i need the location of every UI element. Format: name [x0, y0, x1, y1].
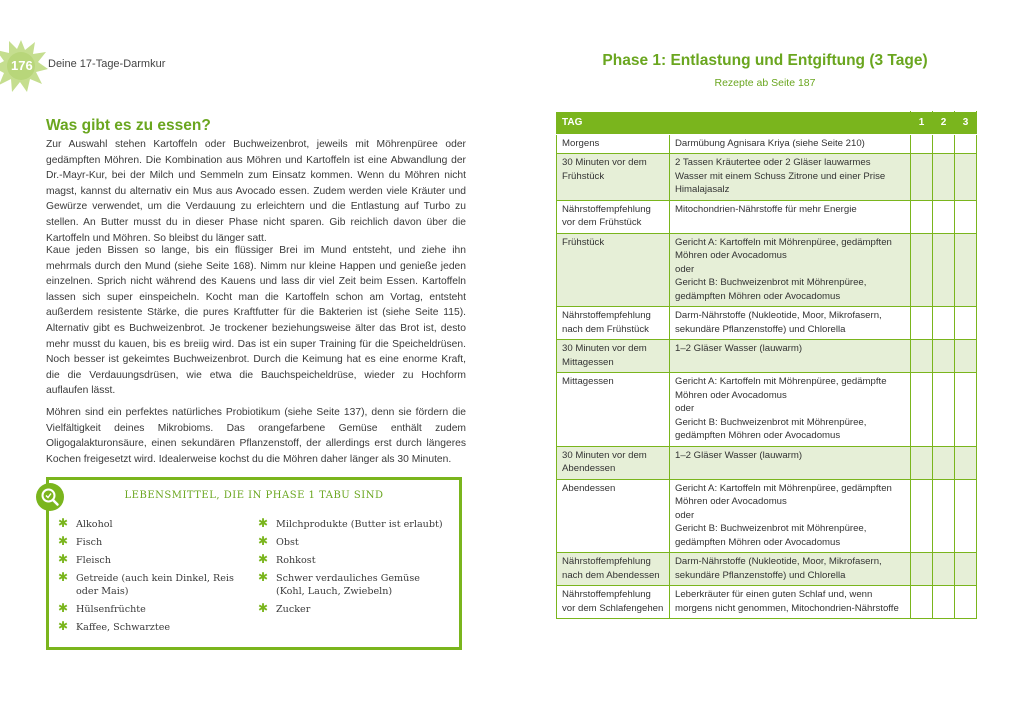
- day-1-check-cell[interactable]: [911, 340, 933, 373]
- table-row: [557, 200, 977, 233]
- day-1-check-cell[interactable]: [911, 154, 933, 201]
- table-body: [557, 134, 977, 619]
- time-cell: Mittagessen: [557, 373, 670, 447]
- activity-cell: 1–2 Gläser Wasser (lauwarm): [670, 340, 911, 373]
- time-cell: Nährstoffempfehlung vor dem Schlafengehen: [557, 586, 670, 619]
- day-1-check-cell[interactable]: [911, 373, 933, 447]
- table-row: [557, 233, 977, 307]
- day-3-check-cell[interactable]: [955, 553, 977, 586]
- day-3-check-cell[interactable]: [955, 233, 977, 307]
- time-cell: Nährstoffempfehlung nach dem Frühstück: [557, 307, 670, 340]
- day-2-check-cell[interactable]: [933, 373, 955, 447]
- tabu-item: ✱ Getreide (auch kein Dinkel, Reis oder Mais): [58, 570, 234, 597]
- activity-cell: Gericht A: Kartoffeln mit Möhrenpüree, gedämpften Möhren oder Avocadomus oder Gericht B: Buchweizenbrot mit Möhrenpüree, gedämpften Möhren oder Avocadomus: [670, 479, 911, 553]
- table-row: [557, 307, 977, 340]
- day-2-check-cell[interactable]: [933, 479, 955, 553]
- tabu-title: LEBENSMITTEL, DIE IN PHASE 1 TABU SIND: [124, 490, 384, 501]
- tabu-item: ✱ Hülsenfrüchte: [58, 601, 146, 615]
- body-paragraph: Möhren sind ein perfektes natürliches Probiotikum (siehe Seite 137), denn sie fördern die Vielfältigkeit deines Mikrobioms. Das orangefarbene Gemüse enthält zudem Oligogalakturonsäure, einen sekundären Pflanzenstoff, der allerdings erst durch längeres Kochen freigesetzt wird. Idealerweise kochst du die Möhren daher länger als 30 Minuten.: [46, 407, 466, 465]
- day-1-check-cell[interactable]: [911, 200, 933, 233]
- table-row: [557, 446, 977, 479]
- bullet-icon: ✱: [258, 552, 269, 566]
- day-2-check-cell[interactable]: [933, 340, 955, 373]
- bullet-icon: ✱: [58, 516, 69, 530]
- day-3-check-cell[interactable]: [955, 586, 977, 619]
- time-cell: 30 Minuten vor dem Abendessen: [557, 446, 670, 479]
- day-3-check-cell[interactable]: [955, 307, 977, 340]
- tabu-list-left: [58, 518, 238, 639]
- tabu-item: ✱ Milchprodukte (Butter ist erlaubt): [258, 516, 443, 530]
- day-3-check-cell[interactable]: [955, 373, 977, 447]
- day-3-check-cell[interactable]: [955, 154, 977, 201]
- table-header-row: [557, 112, 977, 135]
- activity-cell: Gericht A: Kartoffeln mit Möhrenpüree, gedämpfte Möhren oder Avocadomus oder Gericht B: Buchweizenbrot mit Möhrenpüree, gedämpften Möhren oder Avocadomus: [670, 373, 911, 447]
- header-day-1: 1: [911, 112, 933, 135]
- day-1-check-cell[interactable]: [911, 233, 933, 307]
- section-title: Was gibt es zu essen?: [46, 117, 211, 134]
- bullet-icon: ✱: [58, 552, 69, 566]
- day-1-check-cell[interactable]: [911, 553, 933, 586]
- activity-cell: Gericht A: Kartoffeln mit Möhrenpüree, gedämpften Möhren oder Avocadomus oder Gericht B: Buchweizenbrot mit Möhrenpüree, gedämpften Möhren oder Avocadomus: [670, 233, 911, 307]
- tabu-list-right: [258, 518, 448, 621]
- activity-cell: Leberkräuter für einen guten Schlaf und, wenn morgens nicht genommen, Mitochondrien-Nährstoffe: [670, 586, 911, 619]
- bullet-icon: ✱: [58, 570, 69, 584]
- phase-subtitle: Rezepte ab Seite 187: [714, 77, 816, 89]
- table-row: [557, 373, 977, 447]
- tabu-item: ✱ Fisch: [58, 534, 103, 548]
- header-day-2: 2: [933, 112, 955, 135]
- bullet-icon: ✱: [58, 534, 69, 548]
- day-3-check-cell[interactable]: [955, 479, 977, 553]
- bullet-icon: ✱: [258, 534, 269, 548]
- tabu-item: ✱ Zucker: [258, 601, 311, 615]
- running-head: Deine 17-Tage-Darmkur: [48, 58, 166, 70]
- tabu-item: ✱ Kaffee, Schwarztee: [58, 619, 171, 633]
- day-3-check-cell[interactable]: [955, 134, 977, 154]
- time-cell: Nährstoffempfehlung nach dem Abendessen: [557, 553, 670, 586]
- daily-plan-table: [556, 111, 977, 619]
- activity-cell: 1–2 Gläser Wasser (lauwarm): [670, 446, 911, 479]
- activity-cell: Darm-Nährstoffe (Nukleotide, Moor, Mikrofasern, sekundäre Pflanzenstoffe) und Chlorella: [670, 553, 911, 586]
- time-cell: 30 Minuten vor dem Mittagessen: [557, 340, 670, 373]
- table-row: [557, 340, 977, 373]
- tabu-item: ✱ Obst: [258, 534, 299, 548]
- table-row: [557, 586, 977, 619]
- bullet-icon: ✱: [258, 570, 269, 584]
- day-2-check-cell[interactable]: [933, 307, 955, 340]
- time-cell: Morgens: [557, 134, 670, 154]
- day-1-check-cell[interactable]: [911, 446, 933, 479]
- bullet-icon: ✱: [58, 619, 69, 633]
- day-2-check-cell[interactable]: [933, 134, 955, 154]
- activity-cell: 2 Tassen Kräutertee oder 2 Gläser lauwarmes Wasser mit einem Schuss Zitrone und einer Prise Himalajasalz: [670, 154, 911, 201]
- header-tag: TAG: [557, 112, 911, 135]
- day-3-check-cell[interactable]: [955, 340, 977, 373]
- page-number: 176: [11, 58, 33, 73]
- day-1-check-cell[interactable]: [911, 134, 933, 154]
- activity-cell: Darmübung Agnisara Kriya (siehe Seite 210): [670, 134, 911, 154]
- day-2-check-cell[interactable]: [933, 154, 955, 201]
- table-row: [557, 553, 977, 586]
- day-1-check-cell[interactable]: [911, 307, 933, 340]
- day-2-check-cell[interactable]: [933, 553, 955, 586]
- day-3-check-cell[interactable]: [955, 200, 977, 233]
- time-cell: Nährstoffempfehlung vor dem Frühstück: [557, 200, 670, 233]
- tabu-item: ✱ Schwer verdauliches Gemüse (Kohl, Lauch, Zwiebeln): [258, 570, 420, 597]
- day-1-check-cell[interactable]: [911, 586, 933, 619]
- tabu-item: ✱ Fleisch: [58, 552, 111, 566]
- table-row: [557, 134, 977, 154]
- bullet-icon: ✱: [258, 601, 269, 615]
- day-1-check-cell[interactable]: [911, 479, 933, 553]
- tabu-item: ✱ Alkohol: [58, 516, 113, 530]
- time-cell: 30 Minuten vor dem Frühstück: [557, 154, 670, 201]
- time-cell: Abendessen: [557, 479, 670, 553]
- day-2-check-cell[interactable]: [933, 586, 955, 619]
- table-row: [557, 154, 977, 201]
- body-paragraph: Zur Auswahl stehen Kartoffeln oder Buchweizenbrot, jeweils mit Möhrenpüree oder gedämpften Möhren. Die Kombination aus Möhren und Kartoffeln ist eine Abwandlung der Dr.-Mayr-Kur, bei der Milch und Semmeln zum Einsatz kommen. Wenn du Möhren nicht magst, kannst du alternativ ein Mus aus Avocado essen. Zudem werden viele Kräuter und Gewürze verwendet, um die Verdauung zu erleichtern und die Entlastung auf Turbo zu stellen. An Butter musst du in dieser Phase nicht sparen. Gib reichlich davon über die Kartoffeln und Möhren. So bleibst du länger satt.: [46, 139, 466, 244]
- activity-cell: Mitochondrien-Nährstoffe für mehr Energie: [670, 200, 911, 233]
- time-cell: Frühstück: [557, 233, 670, 307]
- day-2-check-cell[interactable]: [933, 233, 955, 307]
- header-day-3: 3: [955, 112, 977, 135]
- bullet-icon: ✱: [58, 601, 69, 615]
- bullet-icon: ✱: [258, 516, 269, 530]
- phase-title: Phase 1: Entlastung und Entgiftung (3 Tage): [602, 52, 928, 69]
- tabu-item: ✱ Rohkost: [258, 552, 316, 566]
- day-2-check-cell[interactable]: [933, 200, 955, 233]
- activity-cell: Darm-Nährstoffe (Nukleotide, Moor, Mikrofasern, sekundäre Pflanzenstoffe) und Chlorella: [670, 307, 911, 340]
- table-row: [557, 479, 977, 553]
- day-2-check-cell[interactable]: [933, 446, 955, 479]
- body-paragraph: Kaue jeden Bissen so lange, bis ein flüssiger Brei im Mund entsteht, und ziehe ihn mehrmals durch den Mund (siehe Seite 168). Nimm nur kleine Happen und genieße jeden einzelnen. Sprich nicht während des Kauens und lass dir viel Zeit beim Essen. Kartoffeln lassen sich super einspeicheln. Kocht man die Kartoffeln schon am Vortag, entsteht außerdem resistente Stärke, die pures Kraftfutter für die Bakterien ist (siehe Seite 115). Alternativ gibt es Buchweizenbrot. Je trockener beziehungsweise älter das Brot ist, desto mehr musst du kauen, bis es breiig wird. Das ist ein super Training für die Speicheldrüsen. Noch besser ist gekeimtes Buchweizenbrot. Durch die Keimung hat es eine enorme Kraft, die die Verdauungsdrüsen, wie etwa die Bauchspeicheldrüse, wieder zu Hochform auflaufen lässt.: [46, 245, 466, 397]
- day-3-check-cell[interactable]: [955, 446, 977, 479]
